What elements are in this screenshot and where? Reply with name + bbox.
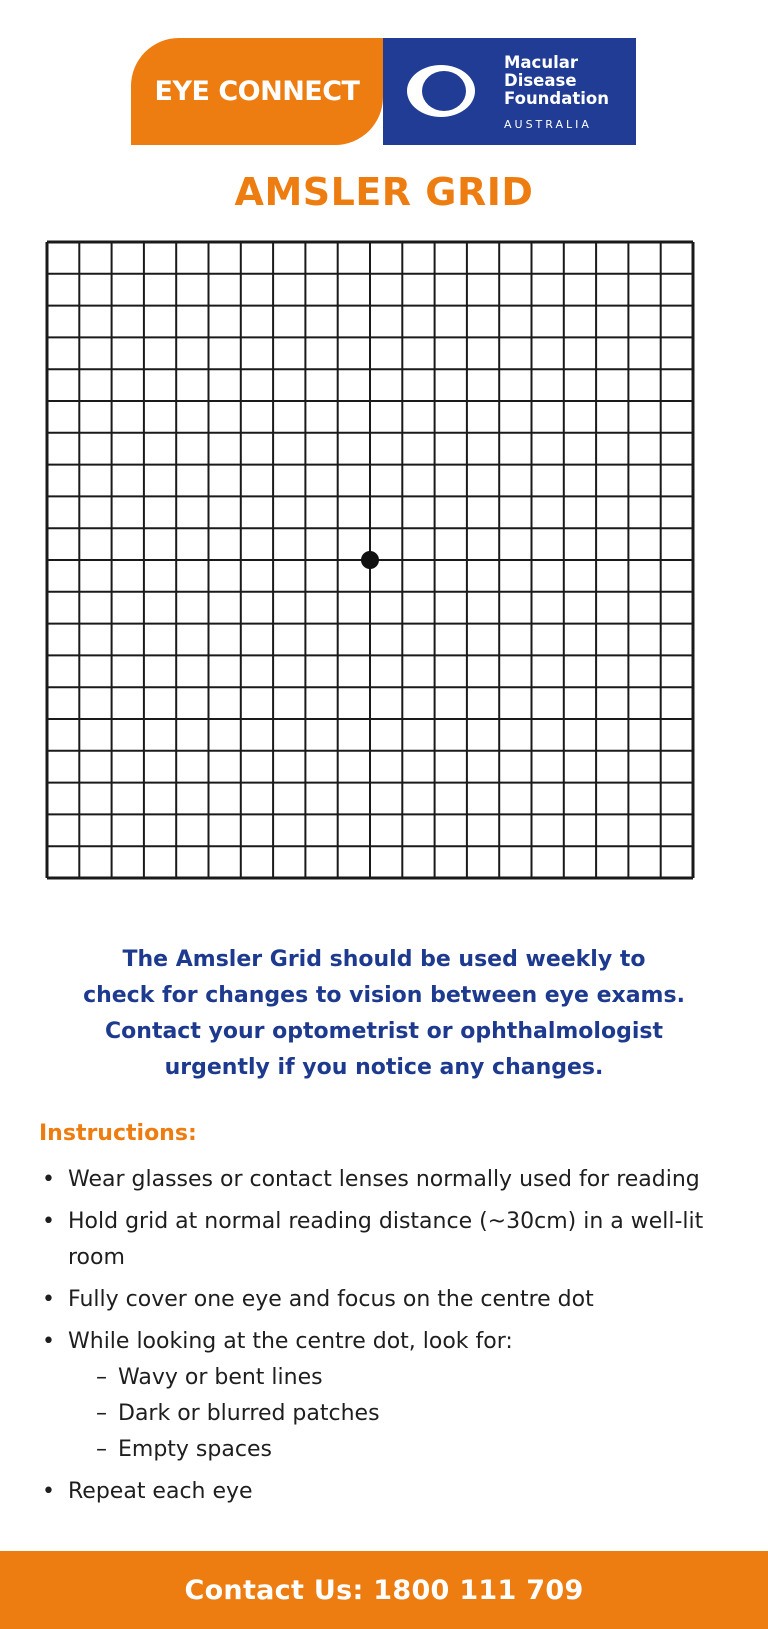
eye-connect-badge	[131, 38, 383, 145]
instructions-list	[40, 1162, 760, 1516]
foundation-badge	[383, 38, 636, 145]
intro-paragraph	[20, 942, 748, 1086]
amsler-grid	[45, 240, 695, 880]
look-for-list	[68, 1360, 760, 1468]
eye-ring-icon	[402, 60, 480, 122]
instruction-item: • Wear glasses or contact lenses normally used for reading	[40, 1162, 760, 1198]
foundation-country: AUSTRALIA	[504, 118, 592, 131]
instruction-item: • Hold grid at normal reading distance (~30cm) in a well-lit room	[40, 1204, 760, 1276]
instruction-item: • Repeat each eye	[40, 1474, 760, 1510]
intro-line: check for changes to vision between eye exams.	[83, 983, 685, 1008]
foundation-name-line: Macular	[504, 53, 579, 72]
look-for-item: – Dark or blurred patches	[96, 1396, 760, 1432]
foundation-name-line: Foundation	[504, 89, 610, 108]
centre-dot	[361, 551, 379, 569]
foundation-name	[504, 54, 609, 108]
instructions-heading: Instructions:	[39, 1121, 197, 1146]
instruction-item-text: While looking at the centre dot, look for:	[68, 1329, 513, 1354]
instruction-item	[40, 1324, 760, 1468]
logo-banner	[131, 38, 636, 145]
foundation-name-line: Disease	[504, 71, 577, 90]
look-for-item: – Empty spaces	[96, 1432, 760, 1468]
look-for-item: – Wavy or bent lines	[96, 1360, 760, 1396]
contact-text: Contact Us: 1800 111 709	[184, 1574, 584, 1606]
intro-line: Contact your optometrist or ophthalmologist	[105, 1019, 663, 1044]
contact-footer	[0, 1551, 768, 1629]
brand-name: EYE CONNECT	[154, 76, 360, 107]
intro-line: urgently if you notice any changes.	[164, 1055, 604, 1080]
instruction-item: • Fully cover one eye and focus on the centre dot	[40, 1282, 760, 1318]
intro-line: The Amsler Grid should be used weekly to	[122, 947, 646, 972]
page-title: AMSLER GRID	[234, 170, 534, 214]
